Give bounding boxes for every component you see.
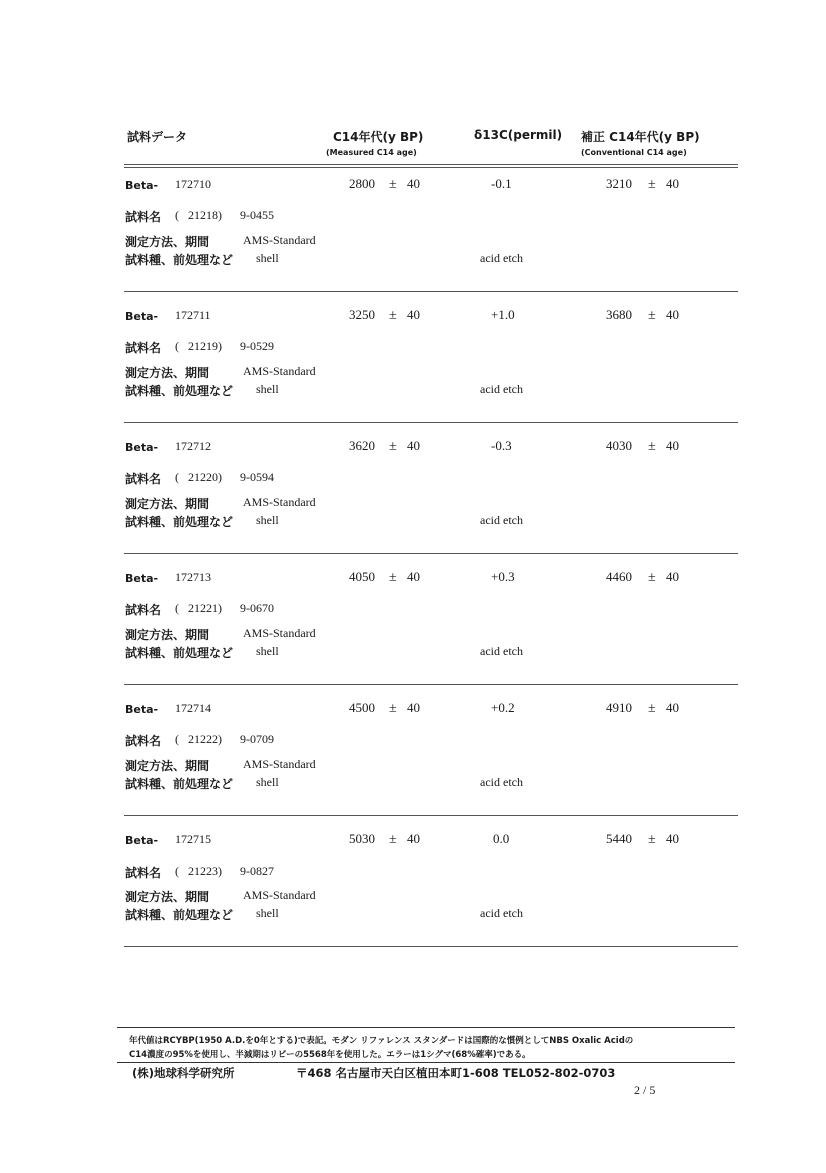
sample-name-label: 試料名 xyxy=(125,210,162,224)
method-value: AMS-Standard xyxy=(243,364,316,378)
sample-name-open: ( xyxy=(175,470,179,484)
sample-type-label: 試料種、前処理など xyxy=(125,515,234,529)
plus-minus: ± xyxy=(648,832,656,847)
sample-name-label: 試料名 xyxy=(125,472,162,486)
method-label: 測定方法、期間 xyxy=(125,366,210,380)
conventional-age: 5440 xyxy=(606,831,632,846)
header-corrected-age: 補正 C14年代(y BP) xyxy=(581,130,700,144)
footer-note-line2: C14濃度の95%を使用し、半減期はリビーの5568年を使用した。エラーは1シグマ(68%確率)である。 xyxy=(129,1050,531,1060)
sample-name-open: ( xyxy=(175,732,179,746)
beta-number: 172715 xyxy=(175,832,211,846)
beta-label: Beta- xyxy=(125,441,159,454)
sample-name-code: 21220) xyxy=(188,470,222,484)
conventional-age-error: 40 xyxy=(666,176,679,191)
method-label: 測定方法、期間 xyxy=(125,628,210,642)
plus-minus: ± xyxy=(648,308,656,323)
beta-number: 172713 xyxy=(175,570,211,584)
pretreatment-value: acid etch xyxy=(480,906,523,920)
conventional-age-error: 40 xyxy=(666,307,679,322)
page-number: 2 / 5 xyxy=(634,1083,656,1097)
sample-name-code: 21221) xyxy=(188,601,222,615)
conventional-age: 4030 xyxy=(606,438,632,453)
sample-type-value: shell xyxy=(256,644,279,658)
measured-age: 3620 xyxy=(349,438,375,453)
plus-minus: ± xyxy=(389,439,397,454)
method-value: AMS-Standard xyxy=(243,495,316,509)
beta-label: Beta- xyxy=(125,310,159,323)
conventional-age-error: 40 xyxy=(666,438,679,453)
header-corrected-age-sub: (Conventional C14 age) xyxy=(581,148,687,157)
header-delta13c: δ13C(permil) xyxy=(474,128,563,142)
method-value: AMS-Standard xyxy=(243,626,316,640)
sample-type-value: shell xyxy=(256,906,279,920)
sample-type-label: 試料種、前処理など xyxy=(125,777,234,791)
delta13c-value: +0.3 xyxy=(491,569,515,584)
delta13c-value: +1.0 xyxy=(491,307,515,322)
sample-divider xyxy=(124,815,738,816)
sample-type-value: shell xyxy=(256,775,279,789)
sample-type-label: 試料種、前処理など xyxy=(125,646,234,660)
header-rule-bottom xyxy=(124,167,738,168)
sample-divider xyxy=(124,684,738,685)
measured-age-error: 40 xyxy=(407,569,420,584)
method-value: AMS-Standard xyxy=(243,757,316,771)
method-label: 測定方法、期間 xyxy=(125,235,210,249)
beta-number: 172714 xyxy=(175,701,211,715)
sample-type-value: shell xyxy=(256,382,279,396)
plus-minus: ± xyxy=(648,701,656,716)
conventional-age: 4910 xyxy=(606,700,632,715)
measured-age: 4500 xyxy=(349,700,375,715)
measured-age: 4050 xyxy=(349,569,375,584)
method-label: 測定方法、期間 xyxy=(125,890,210,904)
header-c14-age-sub: (Measured C14 age) xyxy=(326,148,417,157)
sample-name-open: ( xyxy=(175,339,179,353)
sample-name-id: 9-0455 xyxy=(240,208,274,222)
measured-age: 3250 xyxy=(349,307,375,322)
method-value: AMS-Standard xyxy=(243,233,316,247)
header-c14-age: C14年代(y BP) xyxy=(333,130,424,144)
sample-divider xyxy=(124,553,738,554)
sample-name-code: 21223) xyxy=(188,864,222,878)
conventional-age-error: 40 xyxy=(666,700,679,715)
sample-name-id: 9-0827 xyxy=(240,864,274,878)
company-address: 〒468 名古屋市天白区植田本町1-608 TEL052-802-0703 xyxy=(296,1066,616,1080)
footer-note-line1: 年代値はRCYBP(1950 A.D.を0年とする)で表記。モダン リファレンス スタンダードは国際的な慣例としてNBS Oxalic Acidの xyxy=(129,1036,634,1046)
footer-rule-bottom xyxy=(117,1062,735,1063)
sample-name-code: 21219) xyxy=(188,339,222,353)
beta-label: Beta- xyxy=(125,834,159,847)
sample-name-label: 試料名 xyxy=(125,603,162,617)
header-rule-top xyxy=(124,164,738,165)
sample-divider xyxy=(124,291,738,292)
plus-minus: ± xyxy=(389,570,397,585)
beta-number: 172712 xyxy=(175,439,211,453)
conventional-age: 3210 xyxy=(606,176,632,191)
sample-name-code: 21222) xyxy=(188,732,222,746)
conventional-age-error: 40 xyxy=(666,569,679,584)
conventional-age: 3680 xyxy=(606,307,632,322)
sample-name-label: 試料名 xyxy=(125,341,162,355)
delta13c-value: -0.3 xyxy=(491,438,512,453)
sample-name-id: 9-0529 xyxy=(240,339,274,353)
measured-age: 2800 xyxy=(349,176,375,191)
method-label: 測定方法、期間 xyxy=(125,759,210,773)
plus-minus: ± xyxy=(648,570,656,585)
sample-type-value: shell xyxy=(256,513,279,527)
sample-type-value: shell xyxy=(256,251,279,265)
sample-type-label: 試料種、前処理など xyxy=(125,384,234,398)
sample-name-open: ( xyxy=(175,864,179,878)
plus-minus: ± xyxy=(648,439,656,454)
plus-minus: ± xyxy=(389,177,397,192)
company-name: (株)地球科学研究所 xyxy=(132,1066,235,1080)
sample-divider xyxy=(124,422,738,423)
sample-name-id: 9-0594 xyxy=(240,470,274,484)
beta-number: 172711 xyxy=(175,308,211,322)
plus-minus: ± xyxy=(389,832,397,847)
plus-minus: ± xyxy=(648,177,656,192)
sample-divider xyxy=(124,946,738,947)
footer-rule-top xyxy=(117,1027,735,1028)
sample-name-label: 試料名 xyxy=(125,734,162,748)
sample-type-label: 試料種、前処理など xyxy=(125,253,234,267)
beta-number: 172710 xyxy=(175,177,211,191)
pretreatment-value: acid etch xyxy=(480,382,523,396)
beta-label: Beta- xyxy=(125,572,159,585)
header-sample-data: 試料データ xyxy=(127,130,188,144)
sample-name-id: 9-0670 xyxy=(240,601,274,615)
sample-type-label: 試料種、前処理など xyxy=(125,908,234,922)
measured-age-error: 40 xyxy=(407,307,420,322)
delta13c-value: 0.0 xyxy=(493,831,510,846)
pretreatment-value: acid etch xyxy=(480,644,523,658)
method-label: 測定方法、期間 xyxy=(125,497,210,511)
measured-age-error: 40 xyxy=(407,438,420,453)
pretreatment-value: acid etch xyxy=(480,513,523,527)
method-value: AMS-Standard xyxy=(243,888,316,902)
delta13c-value: -0.1 xyxy=(491,176,512,191)
measured-age-error: 40 xyxy=(407,831,420,846)
sample-name-open: ( xyxy=(175,208,179,222)
delta13c-value: +0.2 xyxy=(491,700,515,715)
pretreatment-value: acid etch xyxy=(480,775,523,789)
measured-age: 5030 xyxy=(349,831,375,846)
sample-name-open: ( xyxy=(175,601,179,615)
pretreatment-value: acid etch xyxy=(480,251,523,265)
beta-label: Beta- xyxy=(125,703,159,716)
sample-name-label: 試料名 xyxy=(125,866,162,880)
measured-age-error: 40 xyxy=(407,176,420,191)
conventional-age: 4460 xyxy=(606,569,632,584)
plus-minus: ± xyxy=(389,701,397,716)
plus-minus: ± xyxy=(389,308,397,323)
measured-age-error: 40 xyxy=(407,700,420,715)
conventional-age-error: 40 xyxy=(666,831,679,846)
beta-label: Beta- xyxy=(125,179,159,192)
sample-name-id: 9-0709 xyxy=(240,732,274,746)
sample-name-code: 21218) xyxy=(188,208,222,222)
